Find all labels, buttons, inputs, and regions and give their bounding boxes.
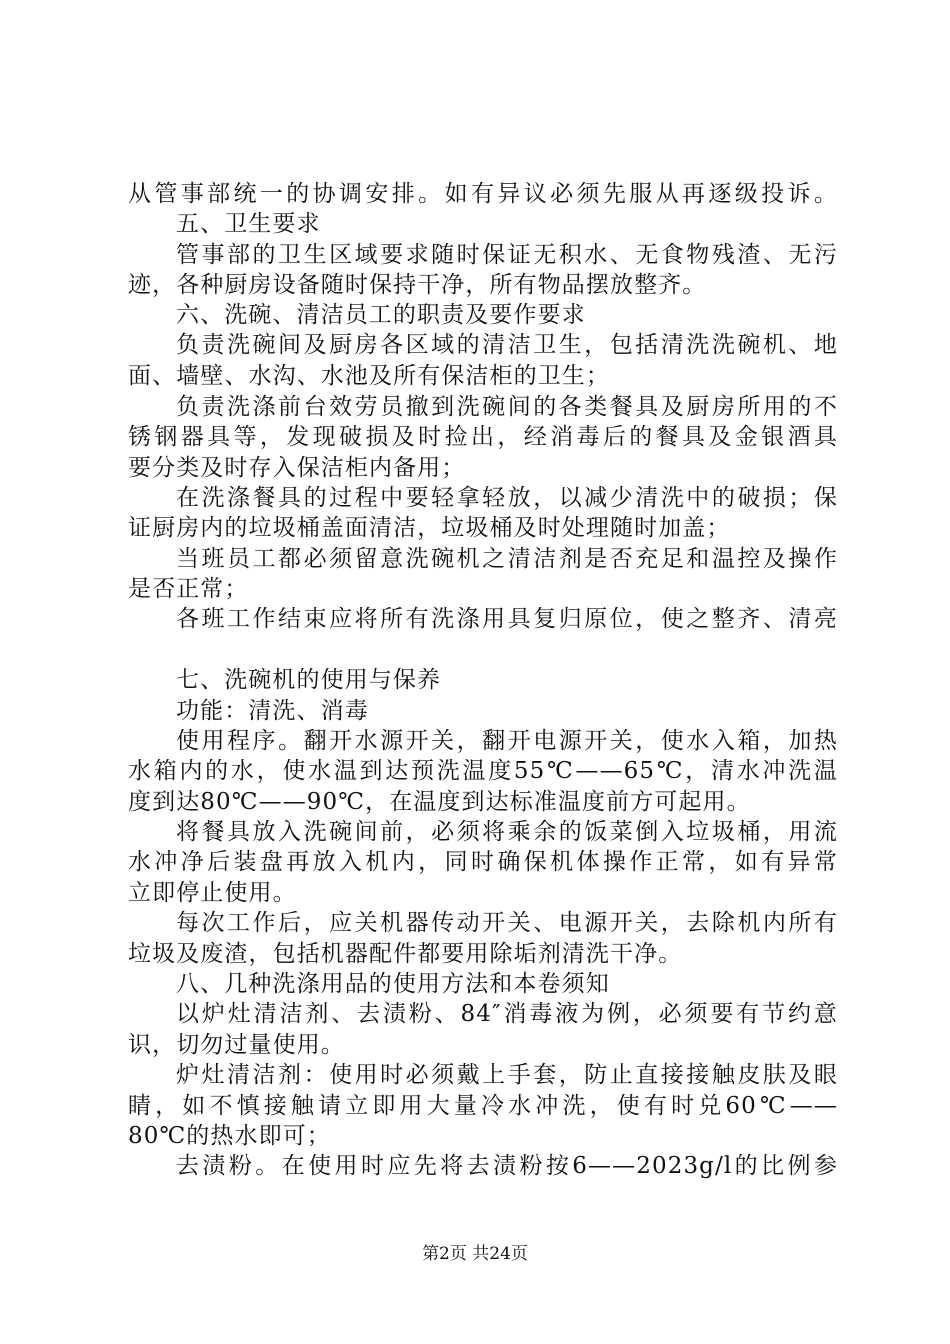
text-line: 去渍粉。在使用时应先将去渍粉按6——2023g/l的比例参	[176, 1153, 838, 1179]
text-line: 当班员工都必须留意洗碗机之清洁剂是否充足和温控及操作	[176, 546, 838, 572]
text-line: 以炉灶清洁剂、去渍粉、84″消毒液为例，必须要有节约意	[176, 1001, 838, 1027]
section-heading: 五、卫生要求	[176, 211, 321, 237]
text-line: 锈钢器具等，发现破损及时捡出，经消毒后的餐具及金银酒具	[128, 424, 838, 450]
text-line: 识，切勿过量使用。	[128, 1032, 345, 1058]
page-number: 第2页 共24页	[422, 1244, 528, 1264]
section-heading: 六、洗碗、清洁员工的职责及要作要求	[176, 302, 586, 328]
text-line: 在洗涤餐具的过程中要轻拿轻放，以减少清洗中的破损；保	[176, 485, 838, 511]
section-heading: 七、洗碗机的使用与保养	[176, 667, 442, 693]
text-line: 使用程序。翻开水源开关，翻开电源开关，使水入箱，加热	[176, 728, 838, 754]
text-line: 立即停止使用。	[128, 880, 297, 906]
section-heading: 八、几种洗涤用品的使用方法和本卷须知	[176, 971, 610, 997]
text-line: 80℃的热水即可；	[128, 1123, 331, 1149]
text-line: 是否正常；	[128, 576, 249, 602]
text-line: 面、墙壁、水沟、水池及所有保洁柜的卫生；	[128, 363, 610, 389]
text-line: 迹，各种厨房设备随时保持干净，所有物品摆放整齐。	[128, 272, 707, 298]
text-line: 度到达80℃——90℃，在温度到达标准温度前方可起用。	[128, 789, 751, 815]
text-line: 管事部的卫生区域要求随时保证无积水、无食物残渣、无污	[176, 242, 838, 268]
text-line: 每次工作后，应关机器传动开关、电源开关，去除机内所有	[176, 910, 838, 936]
text-line: 水冲净后装盘再放入机内，同时确保机体操作正常，如有异常	[128, 849, 838, 875]
text-line: 负责洗涤前台效劳员撤到洗碗间的各类餐具及厨房所用的不	[176, 394, 838, 420]
text-line: 从管事部统一的协调安排。如有异议必须先服从再逐级投诉。	[128, 181, 838, 207]
text-line: 炉灶清洁剂：使用时必须戴上手套，防止直接接触皮肤及眼	[176, 1062, 838, 1088]
text-line: 垃圾及废渣，包括机器配件都要用除垢剂清洗干净。	[128, 941, 683, 967]
text-line: 负责洗碗间及厨房各区域的清洁卫生，包括清洗洗碗机、地	[176, 332, 838, 358]
text-line: 将餐具放入洗碗间前，必须将乘余的饭菜倒入垃圾桶，用流	[176, 819, 838, 845]
text-line: 睛，如不慎接触请立即用大量冷水冲洗，使有时兑60℃——	[128, 1093, 838, 1119]
text-line: 证厨房内的垃圾桶盖面清洁，垃圾桶及时处理随时加盖；	[128, 515, 731, 541]
text-line: 要分类及时存入保洁柜内备用；	[128, 455, 466, 481]
text-line: 各班工作结束应将所有洗涤用具复归原位，使之整齐、清亮	[176, 606, 838, 632]
text-line: 功能：清洗、消毒	[176, 698, 369, 724]
text-line: 水箱内的水，使水温到达预洗温度55℃——65℃，清水冲洗温	[128, 758, 838, 784]
